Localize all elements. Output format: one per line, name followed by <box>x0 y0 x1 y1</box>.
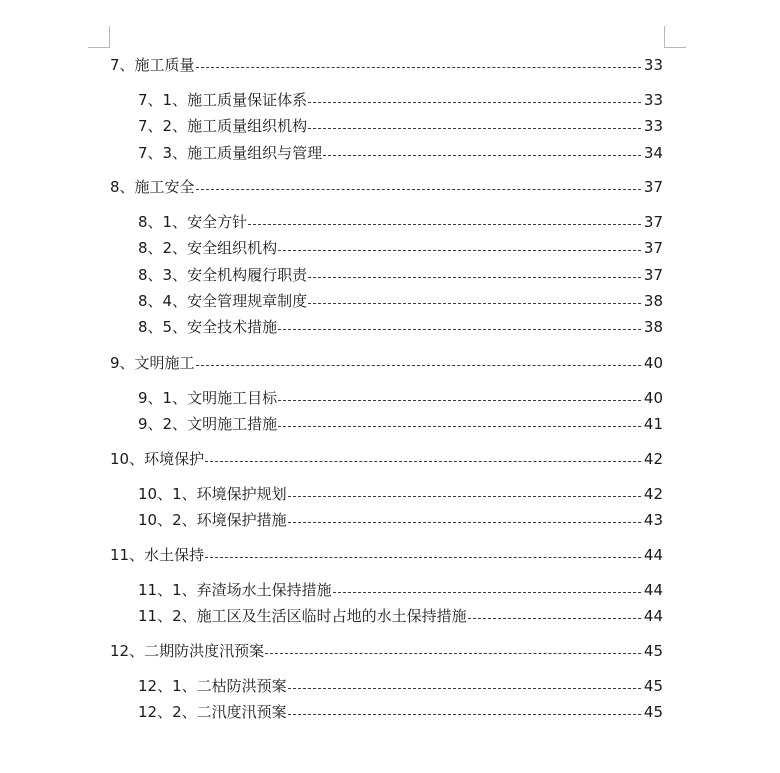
margin-mark-top-left <box>88 47 110 48</box>
toc-entry-section[interactable] <box>138 288 663 310</box>
toc-dot-leader <box>278 250 641 251</box>
toc-entry-title: 8、2、安全组织机构 <box>138 239 278 257</box>
toc-page-number: 41 <box>643 415 663 433</box>
toc-entry-title: 8、5、安全技术措施 <box>138 318 278 336</box>
toc-entry-chapter[interactable] <box>110 446 663 468</box>
toc-page-number: 33 <box>643 91 663 109</box>
toc-entry-section[interactable] <box>138 577 663 599</box>
toc-entry-section[interactable] <box>138 385 663 407</box>
toc-dot-leader <box>205 461 641 462</box>
toc-entry-chapter[interactable] <box>110 542 663 564</box>
toc-page-number: 40 <box>643 354 663 372</box>
toc-page-number: 37 <box>643 266 663 284</box>
toc-entry-title: 12、2、二汛度汛预案 <box>138 703 287 721</box>
toc-page-number: 37 <box>643 178 663 196</box>
toc-page-number: 34 <box>643 144 663 162</box>
toc-page-number: 45 <box>643 642 663 660</box>
toc-entry-section[interactable] <box>138 603 663 625</box>
toc-entry-section[interactable] <box>138 209 663 231</box>
toc-dot-leader <box>196 67 641 68</box>
toc-entry-title: 11、1、弃渣场水土保持措施 <box>138 581 332 599</box>
toc-dot-leader <box>323 155 641 156</box>
toc-dot-leader <box>308 303 641 304</box>
toc-entry-title: 9、文明施工 <box>110 354 195 372</box>
margin-mark-top-right <box>664 47 686 48</box>
margin-mark-top-left <box>109 26 110 48</box>
toc-entry-section[interactable] <box>138 87 663 109</box>
toc-entry-title: 9、1、文明施工目标 <box>138 389 278 407</box>
toc-entry-section[interactable] <box>138 140 663 162</box>
toc-page-number: 45 <box>643 703 663 721</box>
toc-page-number: 40 <box>643 389 663 407</box>
toc-entry-title: 7、1、施工质量保证体系 <box>138 91 308 109</box>
toc-page-number: 33 <box>643 56 663 74</box>
toc-dot-leader <box>205 557 641 558</box>
toc-entry-section[interactable] <box>138 507 663 529</box>
toc-page-number: 44 <box>643 546 663 564</box>
toc-page-number: 33 <box>643 117 663 135</box>
margin-mark-top-right <box>664 26 665 48</box>
toc-entry-title: 7、3、施工质量组织与管理 <box>138 144 323 162</box>
toc-entry-section[interactable] <box>138 262 663 284</box>
toc-page-number: 44 <box>643 607 663 625</box>
toc-dot-leader <box>308 128 641 129</box>
toc-dot-leader <box>288 496 641 497</box>
toc-entry-title: 8、4、安全管理规章制度 <box>138 292 308 310</box>
toc-entry-chapter[interactable] <box>110 52 663 74</box>
toc-entry-chapter[interactable] <box>110 350 663 372</box>
toc-entry-chapter[interactable] <box>110 638 663 660</box>
toc-dot-leader <box>308 102 641 103</box>
toc-entry-section[interactable] <box>138 314 663 336</box>
toc-entry-section[interactable] <box>138 699 663 721</box>
toc-entry-title: 8、3、安全机构履行职责 <box>138 266 308 284</box>
toc-entry-title: 7、施工质量 <box>110 56 195 74</box>
toc-entry-section[interactable] <box>138 411 663 433</box>
toc-entry-title: 10、1、环境保护规划 <box>138 485 287 503</box>
toc-page-number: 42 <box>643 450 663 468</box>
toc-entry-section[interactable] <box>138 673 663 695</box>
toc-page-number: 38 <box>643 292 663 310</box>
toc-entry-title: 10、2、环境保护措施 <box>138 511 287 529</box>
toc-page-number: 38 <box>643 318 663 336</box>
toc-dot-leader <box>278 400 641 401</box>
toc-entry-section[interactable] <box>138 481 663 503</box>
toc-page-number: 37 <box>643 213 663 231</box>
toc-entry-title: 10、环境保护 <box>110 450 205 468</box>
toc-entry-title: 12、二期防洪度汛预案 <box>110 642 265 660</box>
toc-entry-title: 7、2、施工质量组织机构 <box>138 117 308 135</box>
toc-dot-leader <box>333 592 641 593</box>
toc-page-number: 44 <box>643 581 663 599</box>
toc-entry-chapter[interactable] <box>110 174 663 196</box>
toc-entry-title: 8、1、安全方针 <box>138 213 248 231</box>
toc-dot-leader <box>308 277 641 278</box>
toc-page-number: 37 <box>643 239 663 257</box>
toc-dot-leader <box>288 714 641 715</box>
toc-dot-leader <box>278 329 641 330</box>
toc-dot-leader <box>196 365 641 366</box>
toc-dot-leader <box>248 224 641 225</box>
toc-dot-leader <box>278 426 641 427</box>
toc-entry-title: 8、施工安全 <box>110 178 195 196</box>
toc-dot-leader <box>196 189 641 190</box>
toc-page-number: 45 <box>643 677 663 695</box>
toc-page-number: 43 <box>643 511 663 529</box>
toc-dot-leader <box>265 653 641 654</box>
toc-entry-section[interactable] <box>138 235 663 257</box>
toc-entry-title: 12、1、二枯防洪预案 <box>138 677 287 695</box>
toc-page-number: 42 <box>643 485 663 503</box>
toc-entry-section[interactable] <box>138 113 663 135</box>
toc-dot-leader <box>468 618 641 619</box>
toc-entry-title: 9、2、文明施工措施 <box>138 415 278 433</box>
toc-entry-title: 11、水土保持 <box>110 546 205 564</box>
toc-entry-title: 11、2、施工区及生活区临时占地的水土保持措施 <box>138 607 467 625</box>
toc-dot-leader <box>288 522 641 523</box>
toc-dot-leader <box>288 688 641 689</box>
